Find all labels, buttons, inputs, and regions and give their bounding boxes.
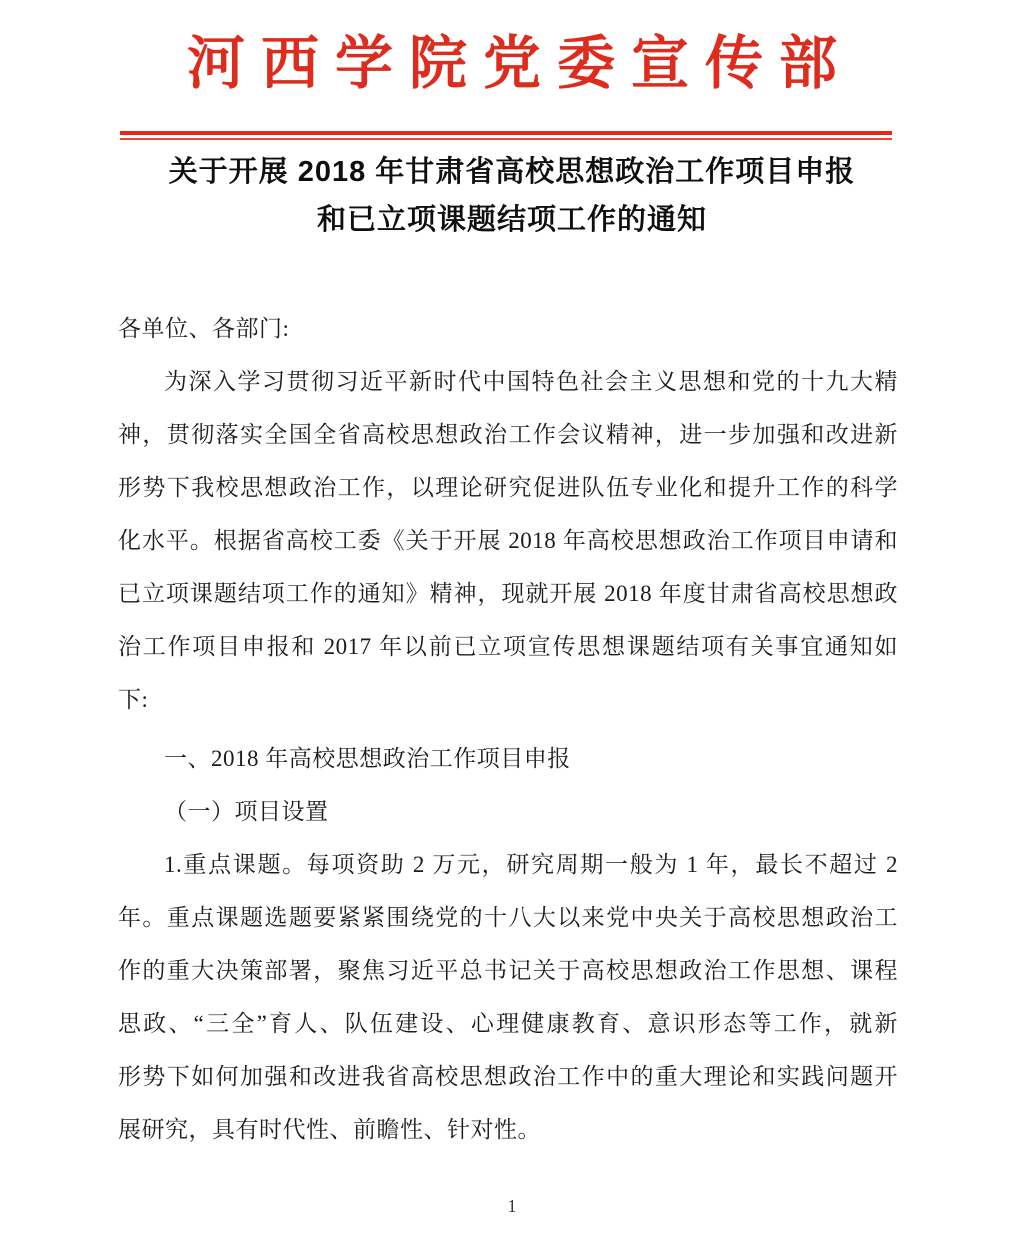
body-line: 治工作项目申报和 2017 年以前已立项宣传思想课题结项有关事宜通知如 <box>118 634 898 659</box>
document-title-line1: 关于开展 2018 年甘肃省高校思想政治工作项目申报 <box>168 156 856 188</box>
document-title <box>0 148 1024 244</box>
body-line: 为深入学习贯彻习近平新时代中国特色社会主义思想和党的十九大精 <box>164 369 898 394</box>
body-line: 展研究，具有时代性、前瞻性、针对性。 <box>118 1117 541 1142</box>
letterhead <box>0 22 1024 106</box>
body-line: 形势下如何加强和改进我省高校思想政治工作中的重大理论和实践问题开 <box>118 1064 898 1089</box>
letterhead-rule-thin <box>120 138 892 140</box>
body-line: 下: <box>118 687 149 712</box>
body-line: 年。重点课题选题要紧紧围绕党的十八大以来党中央关于高校思想政治工 <box>118 905 898 930</box>
subsection-heading: （一）项目设置 <box>164 799 329 824</box>
body-line: 化水平。根据省高校工委《关于开展 2018 年高校思想政治工作项目申请和 <box>118 528 898 553</box>
letterhead-rule-thick <box>120 131 892 135</box>
salutation: 各单位、各部门: <box>118 316 290 341</box>
body-line: 形势下我校思想政治工作，以理论研究促进队伍专业化和提升工作的科学 <box>118 475 898 500</box>
body-line: 思政、“三全”育人、队伍建设、心理健康教育、意识形态等工作，就新 <box>118 1011 898 1036</box>
org-name: 河西学院党委宣传部 <box>186 31 853 96</box>
document-title-line2: 和已立项课题结项工作的通知 <box>316 204 707 236</box>
body-line: 已立项课题结项工作的通知》精神，现就开展 2018 年度甘肃省高校思想政 <box>118 581 898 606</box>
document-body <box>118 302 898 1156</box>
section-heading: 一、2018 年高校思想政治工作项目申报 <box>164 746 571 771</box>
body-line: 神，贯彻落实全国全省高校思想政治工作会议精神，进一步加强和改进新 <box>118 422 898 447</box>
body-line: 作的重大决策部署，聚焦习近平总书记关于高校思想政治工作思想、课程 <box>118 958 898 983</box>
page-number: 1 <box>507 1196 517 1216</box>
body-line: 1.重点课题。每项资助 2 万元，研究周期一般为 1 年，最长不超过 2 <box>164 852 898 877</box>
